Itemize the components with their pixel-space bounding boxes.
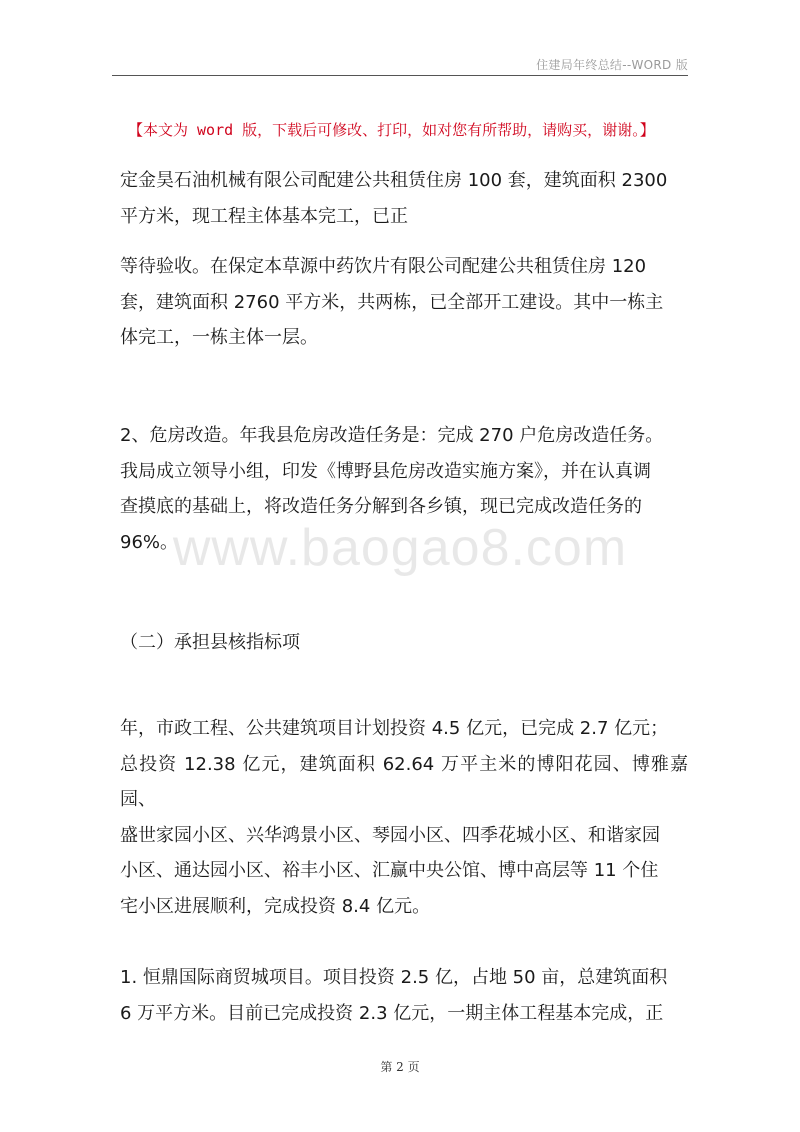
text-line: 96%。 [120,531,179,553]
paragraph-5 [120,960,688,1031]
text-line: 1. 恒鼎国际商贸城项目。项目投资 2.5 亿，占地 50 亩，总建筑面积 [120,967,668,988]
section-heading [120,625,688,661]
text-line: 盛世家园小区、兴华鸿景小区、琴园小区、四季花城小区、和谐家园 [120,824,660,846]
text-line: 宅小区进展顺利，完成投资 8.4 亿元。 [120,895,431,917]
text-line: 年，市政工程、公共建筑项目计划投资 4.5 亿元，已完成 2.7 亿元； [120,718,669,739]
watermark: www.baogao8.com [172,519,628,577]
paragraph-3 [120,418,688,560]
text-line: 我局成立领导小组，印发《博野县危房改造实施方案》，并在认真调 [120,460,651,482]
paragraph-4 [120,711,688,924]
text-line: 套，建筑面积 2760 平方米，共两栋，已全部开工建设。其中一栋主 [120,291,664,313]
header-divider [112,75,688,76]
heading-line: （二）承担县核指标项 [120,632,300,653]
purchase-notice: 【本文为 word 版，下载后可修改、打印，如对您有所帮助，请购买，谢谢。】 [128,121,655,139]
paragraph-2 [120,249,688,356]
text-line: 总投资 12.38 亿元，建筑面积 62.64 万平主米的博阳花园、博雅嘉园、 [120,753,688,810]
text-line: 2、危房改造。年我县危房改造任务是：完成 270 户危房改造任务。 [120,425,664,446]
text-line: 等待验收。在保定本草源中药饮片有限公司配建公共租赁住房 120 [120,256,647,277]
text-line: 查摸底的基础上，将改造任务分解到各乡镇，现已完成改造任务的 [120,496,642,517]
paragraph-1 [120,163,688,234]
header-title: 住建局年终总结--WORD 版 [536,58,688,72]
text-line: 平方米，现工程主体基本完工，已正 [120,205,408,227]
page-number: 第 2 页 [380,1060,420,1074]
text-line: 定金昊石油机械有限公司配建公共租赁住房 100 套，建筑面积 2300 [120,170,668,191]
text-line: 体完工，一栋主体一层。 [120,327,318,348]
text-line: 小区、通达园小区、裕丰小区、汇赢中央公馆、博中高层等 11 个住 [120,860,659,881]
text-line: 6 万平方米。目前已完成投资 2.3 亿元，一期主体工程基本完成，正 [120,1002,664,1024]
